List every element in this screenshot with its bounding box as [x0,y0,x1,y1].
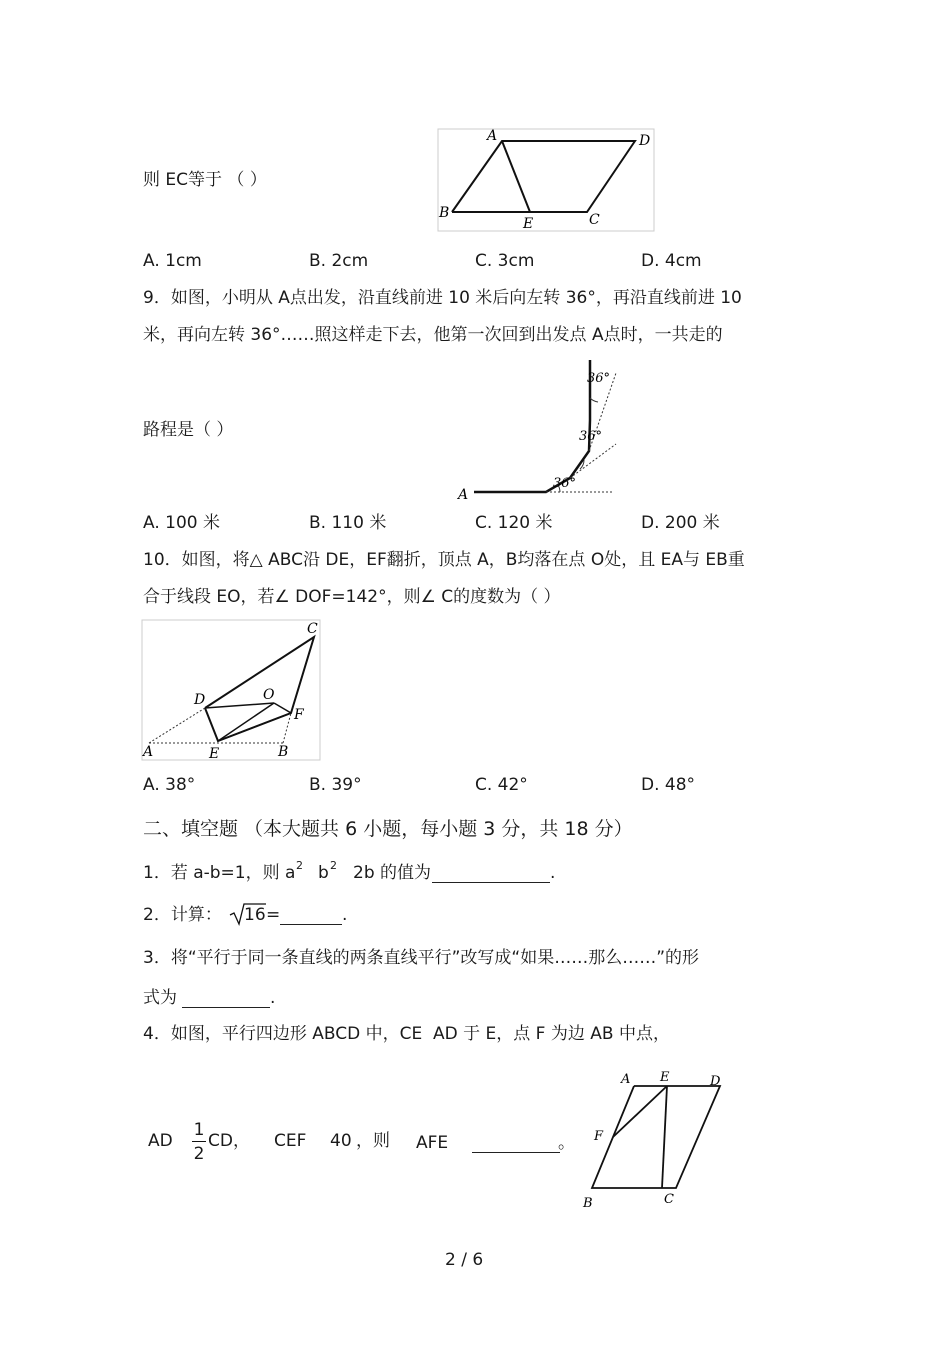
f4-end: 。 [558,1133,575,1153]
f4-label-a: A [621,1072,631,1087]
page-number: 2 / 6 [445,1250,484,1270]
f1-tail: 2b 的值为 [353,863,432,883]
f4-afe: AFE [416,1133,449,1153]
q9-option-c: C. 120 米 [475,513,553,533]
f2-radicand: 16 [244,905,266,925]
q9-option-d: D. 200 米 [641,513,720,533]
f4-label-d: D [710,1074,721,1089]
f4-then: ，则 [356,1131,390,1151]
q8-label-b: B [439,205,450,221]
f1-end: . [550,863,556,883]
q10-label-f: F [294,707,304,723]
f4-figure [578,1064,728,1214]
q10-label-e: E [209,746,220,761]
f4-label-c: C [664,1192,674,1207]
q10-label-a: A [143,744,154,760]
f1-sup1: 2 [296,859,303,872]
q9-line2: 米，再向左转 36°……照这样走下去，他第一次回到出发点 A点时，一共走的 [143,325,723,345]
q10-option-b: B. 39° [309,775,362,795]
q8-label-e: E [523,216,534,232]
f4-frac-num: 1 [193,1120,205,1140]
q8-option-a: A. 1cm [143,251,202,271]
q9-line1: 9．如图，小明从 A点出发，沿直线前进 10 米后向左转 36°，再沿直线前进 10 [143,288,742,308]
f4-frac-bar [192,1141,206,1142]
q10-label-b: B [278,744,289,760]
f4-label-e: E [660,1070,670,1085]
q9-label-angle1: 36° [553,476,577,491]
f2-answer-blank[interactable] [280,908,342,925]
f4-val: 40 [330,1131,352,1151]
f3-line2: 式为 [143,988,177,1008]
q9-option-b: B. 110 米 [309,513,387,533]
f1-mid: b [318,863,329,883]
f3-answer-blank[interactable] [182,991,270,1008]
q8-option-d: D. 4cm [641,251,702,271]
f4-frac-den: 2 [193,1144,205,1164]
q10-option-d: D. 48° [641,775,696,795]
f4-cd: CD， [208,1131,250,1151]
q9-label-a: A [458,487,469,502]
q10-line2: 合于线段 EO，若∠ DOF=142°，则∠ C的度数为（ ） [143,587,561,607]
q8-label-c: C [589,212,600,228]
f3-end: . [270,988,276,1008]
q8-label-d: D [639,133,651,149]
f2-eq: = [266,905,281,925]
f4-line1: 4．如图，平行四边形 ABCD 中，CE AD 于 E，点 F 为边 AB 中点， [143,1024,670,1044]
q10-option-c: C. 42° [475,775,528,795]
f2-prefix: 2．计算： [143,905,222,925]
q10-label-o: O [263,687,275,703]
q10-figure [141,619,321,761]
f3-line1: 3．将“平行于同一条直线的两条直线平行”改写成“如果……那么……”的形 [143,948,700,968]
q10-label-d: D [194,692,206,708]
q8-stem: 则 EC等于 （ ） [143,170,267,190]
section2-title: 二、填空题 （本大题共 6 小题，每小题 3 分，共 18 分） [143,818,633,840]
f1-prefix: 1．若 a-b=1，则 a [143,863,296,883]
q8-figure [437,128,655,232]
q9-label-angle2: 36° [579,429,603,444]
q10-line1: 10．如图，将△ ABC沿 DE，EF翻折，顶点 A，B均落在点 O处，且 EA与 EB重 [143,550,745,570]
q9-option-a: A. 100 米 [143,513,220,533]
f4-ad: AD [148,1131,173,1151]
q10-label-c: C [307,621,318,637]
q10-option-a: A. 38° [143,775,196,795]
f4-answer-blank[interactable] [472,1136,560,1153]
q9-line3: 路程是（ ） [143,420,234,440]
f2-end: . [342,905,348,925]
q9-figure [456,358,618,502]
q8-option-b: B. 2cm [309,251,369,271]
f4-label-f: F [594,1129,604,1144]
f4-label-b: B [583,1196,593,1211]
q8-label-a: A [487,128,498,144]
q9-label-angle3: 36° [587,371,611,386]
q8-option-c: C. 3cm [475,251,535,271]
f4-cef: CEF [274,1131,307,1151]
f1-sup2: 2 [330,859,337,872]
f1-answer-blank[interactable] [432,866,550,883]
